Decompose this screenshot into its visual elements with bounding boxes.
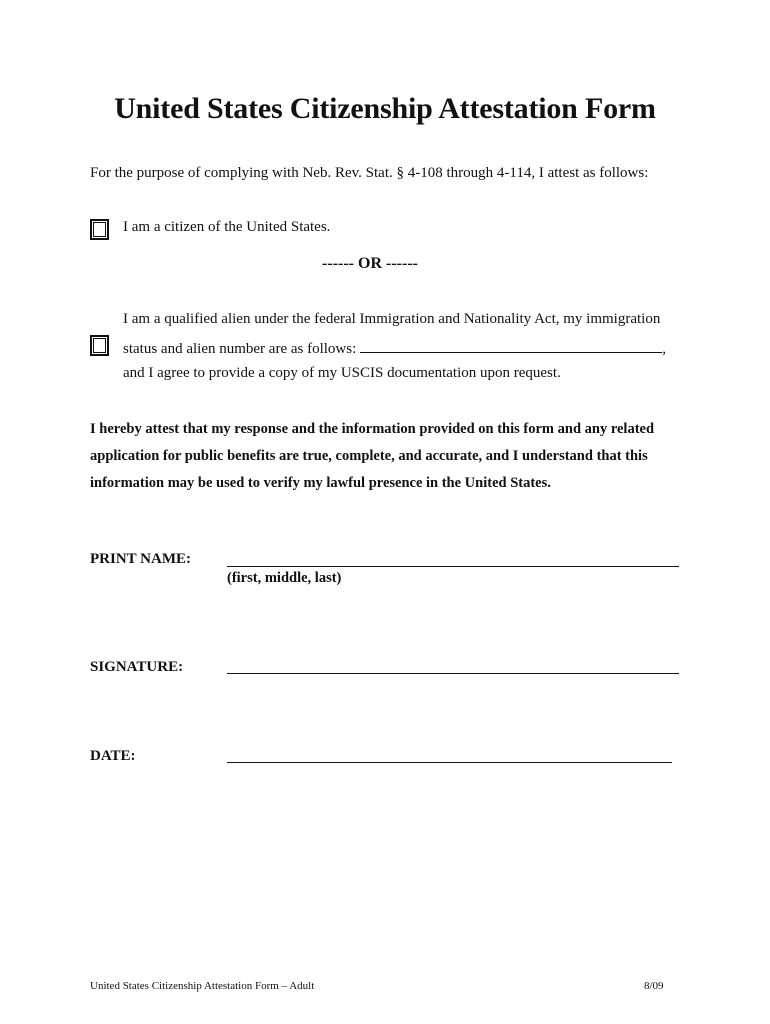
alien-status-label: status and alien number are as follows: xyxy=(123,341,357,357)
or-separator: ------ OR ------ xyxy=(322,255,418,272)
signature-line[interactable] xyxy=(227,673,679,674)
intro-text: For the purpose of complying with Neb. Rev. Stat. § 4-108 through 4-114, I attest as follows: xyxy=(90,165,649,181)
citizen-checkbox[interactable] xyxy=(90,219,109,240)
alien-option-line1: I am a qualified alien under the federal Immigration and Nationality Act, my immigration xyxy=(123,311,661,327)
alien-option-line2 xyxy=(123,338,666,358)
signature-label: SIGNATURE: xyxy=(90,659,184,675)
print-name-hint: (first, middle, last) xyxy=(227,570,342,586)
footer-form-name: United States Citizenship Attestation Form – Adult xyxy=(90,980,315,992)
date-line[interactable] xyxy=(227,762,672,763)
page-title: United States Citizenship Attestation Form xyxy=(114,92,656,125)
alien-checkbox[interactable] xyxy=(90,335,109,356)
date-label: DATE: xyxy=(90,748,136,764)
print-name-line[interactable] xyxy=(227,566,679,567)
footer-revision-date: 8/09 xyxy=(644,980,664,992)
citizen-option-label: I am a citizen of the United States. xyxy=(123,219,331,235)
alien-option-line3: and I agree to provide a copy of my USCIS documentation upon request. xyxy=(123,365,561,381)
alien-status-comma: , xyxy=(662,341,667,357)
alien-status-input-line[interactable] xyxy=(360,338,662,353)
attestation-statement: I hereby attest that my response and the information provided on this form and any related application for public benefits are true, complete, and accurate, and I understand that this information may be used to verify my lawful presence in the United States. xyxy=(90,421,655,491)
print-name-label: PRINT NAME: xyxy=(90,551,191,567)
